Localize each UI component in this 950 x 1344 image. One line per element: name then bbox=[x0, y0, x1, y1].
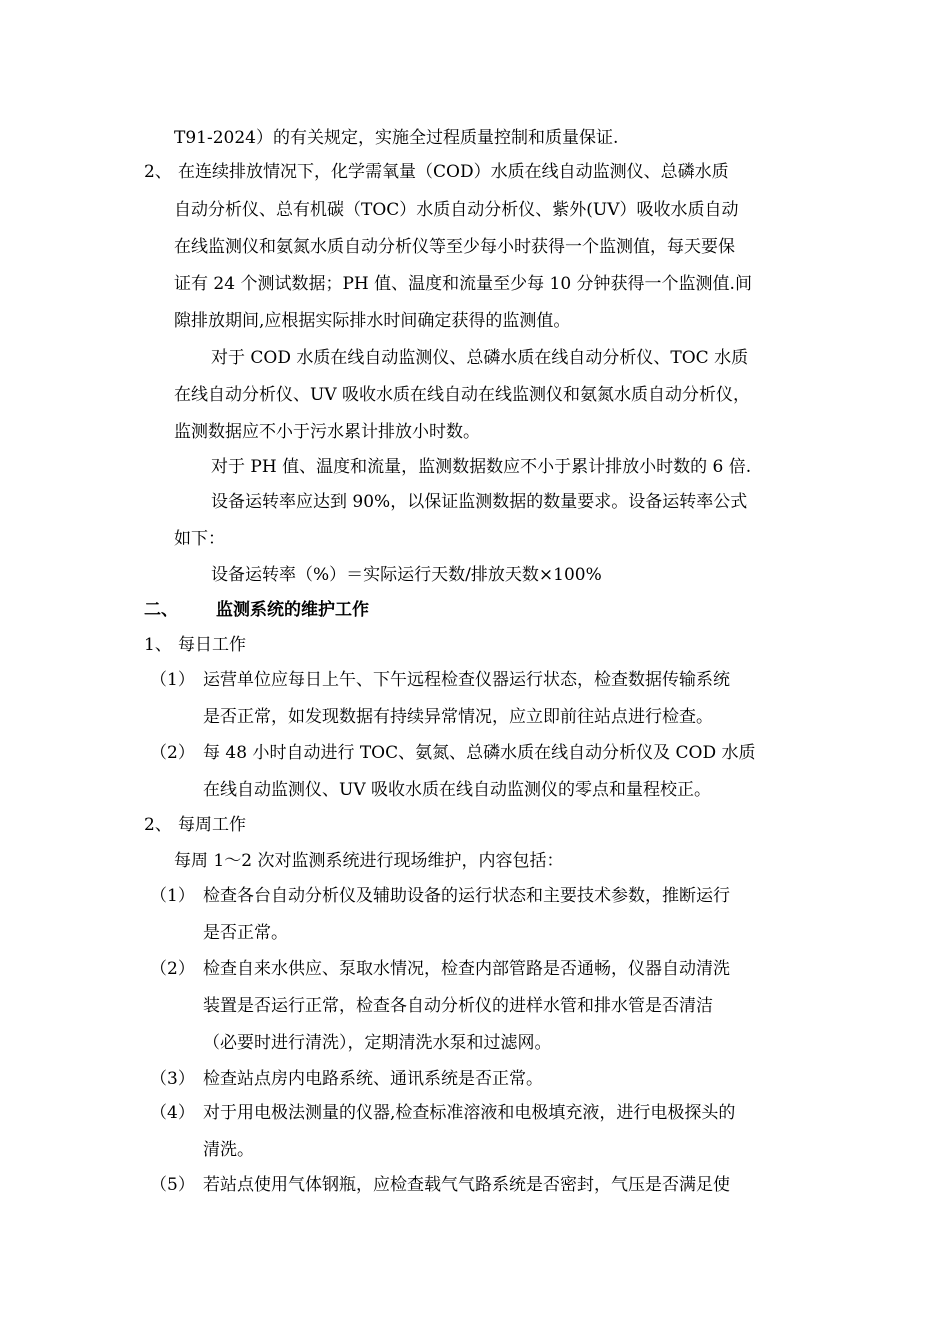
text-line: 是否正常。 bbox=[203, 923, 288, 943]
text-line: T91-2024）的有关规定，实施全过程质量控制和质量保证. bbox=[174, 128, 619, 148]
text-line: 每周 1～2 次对监测系统进行现场维护，内容包括： bbox=[174, 851, 564, 871]
text-line: 是否正常，如发现数据有持续异常情况，应立即前往站点进行检查。 bbox=[203, 707, 713, 727]
list-number: （2） bbox=[150, 743, 195, 763]
text-line: 监测数据应不小于污水累计排放小时数。 bbox=[174, 422, 480, 442]
text-line: 对于用电极法测量的仪器,检查标准溶液和电极填充液，进行电极探头的 bbox=[203, 1103, 736, 1123]
text-line: 检查自来水供应、泵取水情况，检查内部管路是否通畅，仪器自动清洗 bbox=[203, 959, 730, 979]
text-line: 对于 PH 值、温度和流量，监测数据数应不小于累计排放小时数的 6 倍. bbox=[211, 457, 752, 477]
text-line: 如下： bbox=[174, 529, 225, 549]
list-number: （4） bbox=[150, 1103, 195, 1123]
text-line: 检查站点房内电路系统、通讯系统是否正常。 bbox=[203, 1069, 543, 1089]
list-number: 1、 bbox=[144, 635, 172, 655]
text-line: 若站点使用气体钢瓶，应检查载气气路系统是否密封，气压是否满足使 bbox=[203, 1175, 730, 1195]
text-line: 证有 24 个测试数据；PH 值、温度和流量至少每 10 分钟获得一个监测值.间 bbox=[174, 274, 752, 294]
text-line: 在线监测仪和氨氮水质自动分析仪等至少每小时获得一个监测值，每天要保 bbox=[174, 237, 735, 257]
text-line: 对于 COD 水质在线自动监测仪、总磷水质在线自动分析仪、TOC 水质 bbox=[211, 348, 749, 368]
text-line: 在连续排放情况下，化学需氧量（COD）水质在线自动监测仪、总磷水质 bbox=[178, 162, 729, 182]
text-line: 自动分析仪、总有机碳（TOC）水质自动分析仪、紫外(UV）吸收水质自动 bbox=[174, 200, 739, 220]
list-number: 2、 bbox=[144, 815, 172, 835]
text-line: 在线自动监测仪、UV 吸收水质在线自动监测仪的零点和量程校正。 bbox=[203, 780, 712, 800]
text-line: 清洗。 bbox=[203, 1140, 254, 1160]
text-line: 运营单位应每日上午、下午远程检查仪器运行状态，检查数据传输系统 bbox=[203, 670, 730, 690]
section-number: 二、 bbox=[144, 600, 178, 620]
text-line: 隙排放期间,应根据实际排水时间确定获得的监测值。 bbox=[174, 311, 571, 331]
text-line: 每 48 小时自动进行 TOC、氨氮、总磷水质在线自动分析仪及 COD 水质 bbox=[203, 743, 756, 763]
list-number: （1） bbox=[150, 670, 195, 690]
list-number: 2、 bbox=[144, 162, 172, 182]
section-heading: 监测系统的维护工作 bbox=[216, 600, 369, 620]
text-line: 设备运转率应达到 90%，以保证监测数据的数量要求。设备运转率公式 bbox=[211, 492, 748, 512]
text-line: （必要时进行清洗），定期清洗水泵和过滤网。 bbox=[203, 1033, 552, 1053]
subsection-heading: 每日工作 bbox=[178, 635, 246, 655]
text-line: 装置是否运行正常，检查各自动分析仪的进样水管和排水管是否清洁 bbox=[203, 996, 713, 1016]
text-line: 在线自动分析仪、UV 吸收水质在线自动在线监测仪和氨氮水质自动分析仪， bbox=[174, 385, 751, 405]
subsection-heading: 每周工作 bbox=[178, 815, 246, 835]
list-number: （2） bbox=[150, 959, 195, 979]
formula-line: 设备运转率（%）＝实际运行天数/排放天数×100% bbox=[211, 565, 602, 585]
list-number: （3） bbox=[150, 1069, 195, 1089]
list-number: （5） bbox=[150, 1175, 195, 1195]
list-number: （1） bbox=[150, 886, 195, 906]
text-line: 检查各台自动分析仪及辅助设备的运行状态和主要技术参数，推断运行 bbox=[203, 886, 730, 906]
